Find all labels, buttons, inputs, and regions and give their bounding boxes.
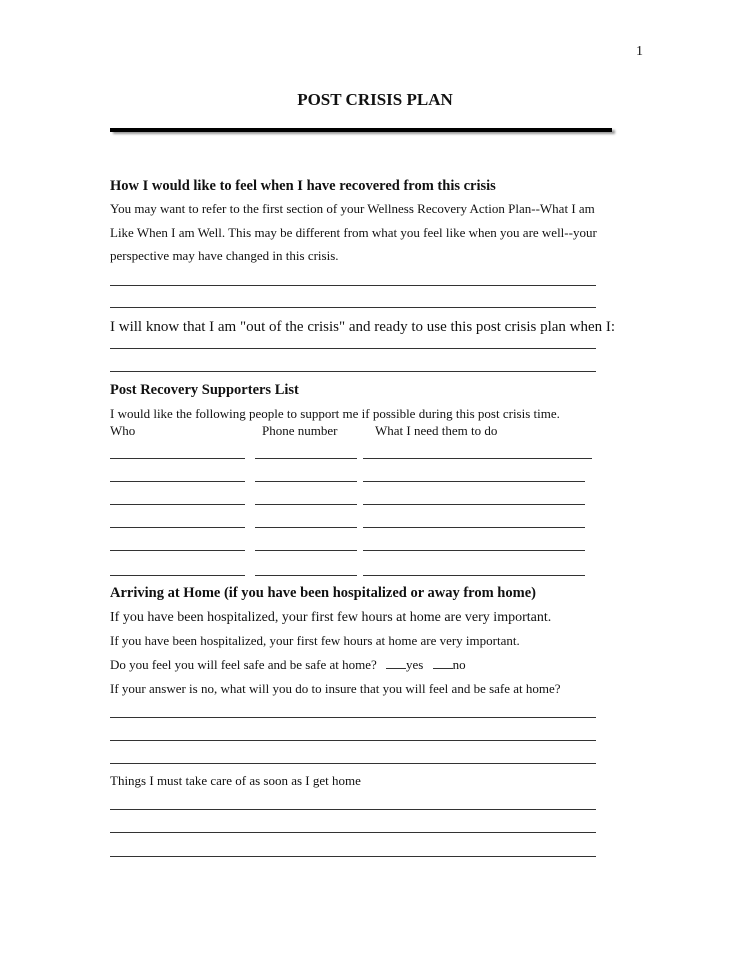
who-blank[interactable] — [110, 527, 245, 528]
intro-line: You may want to refer to the first section of your Wellness Recovery Action Plan--What I am — [110, 201, 595, 216]
blank-line[interactable] — [110, 763, 596, 764]
blank-line[interactable] — [110, 371, 596, 372]
blank-line[interactable] — [110, 307, 596, 308]
blank-line[interactable] — [110, 740, 596, 741]
blank-line[interactable] — [110, 285, 596, 286]
no-label: no — [452, 657, 466, 672]
phone-blank[interactable] — [255, 550, 357, 551]
phone-blank[interactable] — [255, 481, 357, 482]
blank-line[interactable] — [110, 717, 596, 718]
section-heading-supporters: Post Recovery Supporters List — [110, 382, 299, 398]
intro-line: perspective may have changed in this crisis. — [110, 248, 339, 263]
hospitalized-text: If you have been hospitalized, your first few hours at home are very important. — [110, 633, 520, 648]
out-of-crisis-prompt: I will know that I am "out of the crisis" and ready to use this post crisis plan when I: — [110, 319, 616, 335]
need-blank[interactable] — [363, 481, 585, 482]
supporters-intro: I would like the following people to support me if possible during this post crisis time. — [110, 406, 560, 421]
hospitalized-text: If you have been hospitalized, your first few hours at home are very important. — [110, 610, 552, 625]
phone-blank[interactable] — [255, 458, 357, 459]
who-blank[interactable] — [110, 550, 245, 551]
phone-blank[interactable] — [255, 504, 357, 505]
who-blank[interactable] — [110, 504, 245, 505]
blank-line[interactable] — [110, 856, 596, 857]
phone-blank[interactable] — [255, 575, 357, 576]
need-blank[interactable] — [363, 504, 585, 505]
no-blank[interactable] — [433, 668, 453, 669]
need-blank[interactable] — [363, 527, 585, 528]
safe-question-row — [110, 658, 466, 671]
blank-line[interactable] — [110, 832, 596, 833]
who-blank[interactable] — [110, 575, 245, 576]
section-heading-feel: How I would like to feel when I have recovered from this crisis — [110, 178, 496, 194]
page-number: 1 — [636, 44, 643, 59]
blank-line[interactable] — [110, 348, 596, 349]
yes-blank[interactable] — [386, 668, 406, 669]
who-blank[interactable] — [110, 481, 245, 482]
blank-line[interactable] — [110, 809, 596, 810]
page-title: POST CRISIS PLAN — [297, 90, 453, 109]
phone-blank[interactable] — [255, 527, 357, 528]
column-who: Who — [110, 423, 136, 438]
intro-line: Like When I am Well. This may be different from what you feel like when you are well--your — [110, 225, 597, 240]
section-heading-arriving: Arriving at Home (if you have been hospitalized or away from home) — [110, 585, 536, 601]
column-phone: Phone number — [262, 423, 338, 438]
need-blank[interactable] — [363, 575, 585, 576]
need-blank[interactable] — [363, 458, 592, 459]
column-need: What I need them to do — [375, 423, 498, 438]
things-prompt: Things I must take care of as soon as I get home — [110, 773, 361, 788]
title-divider — [110, 128, 612, 132]
need-blank[interactable] — [363, 550, 585, 551]
who-blank[interactable] — [110, 458, 245, 459]
yes-label: yes — [406, 657, 424, 672]
if-no-prompt: If your answer is no, what will you do to insure that you will feel and be safe at home? — [110, 681, 561, 696]
safe-question: Do you feel you will feel safe and be safe at home? — [110, 657, 377, 672]
